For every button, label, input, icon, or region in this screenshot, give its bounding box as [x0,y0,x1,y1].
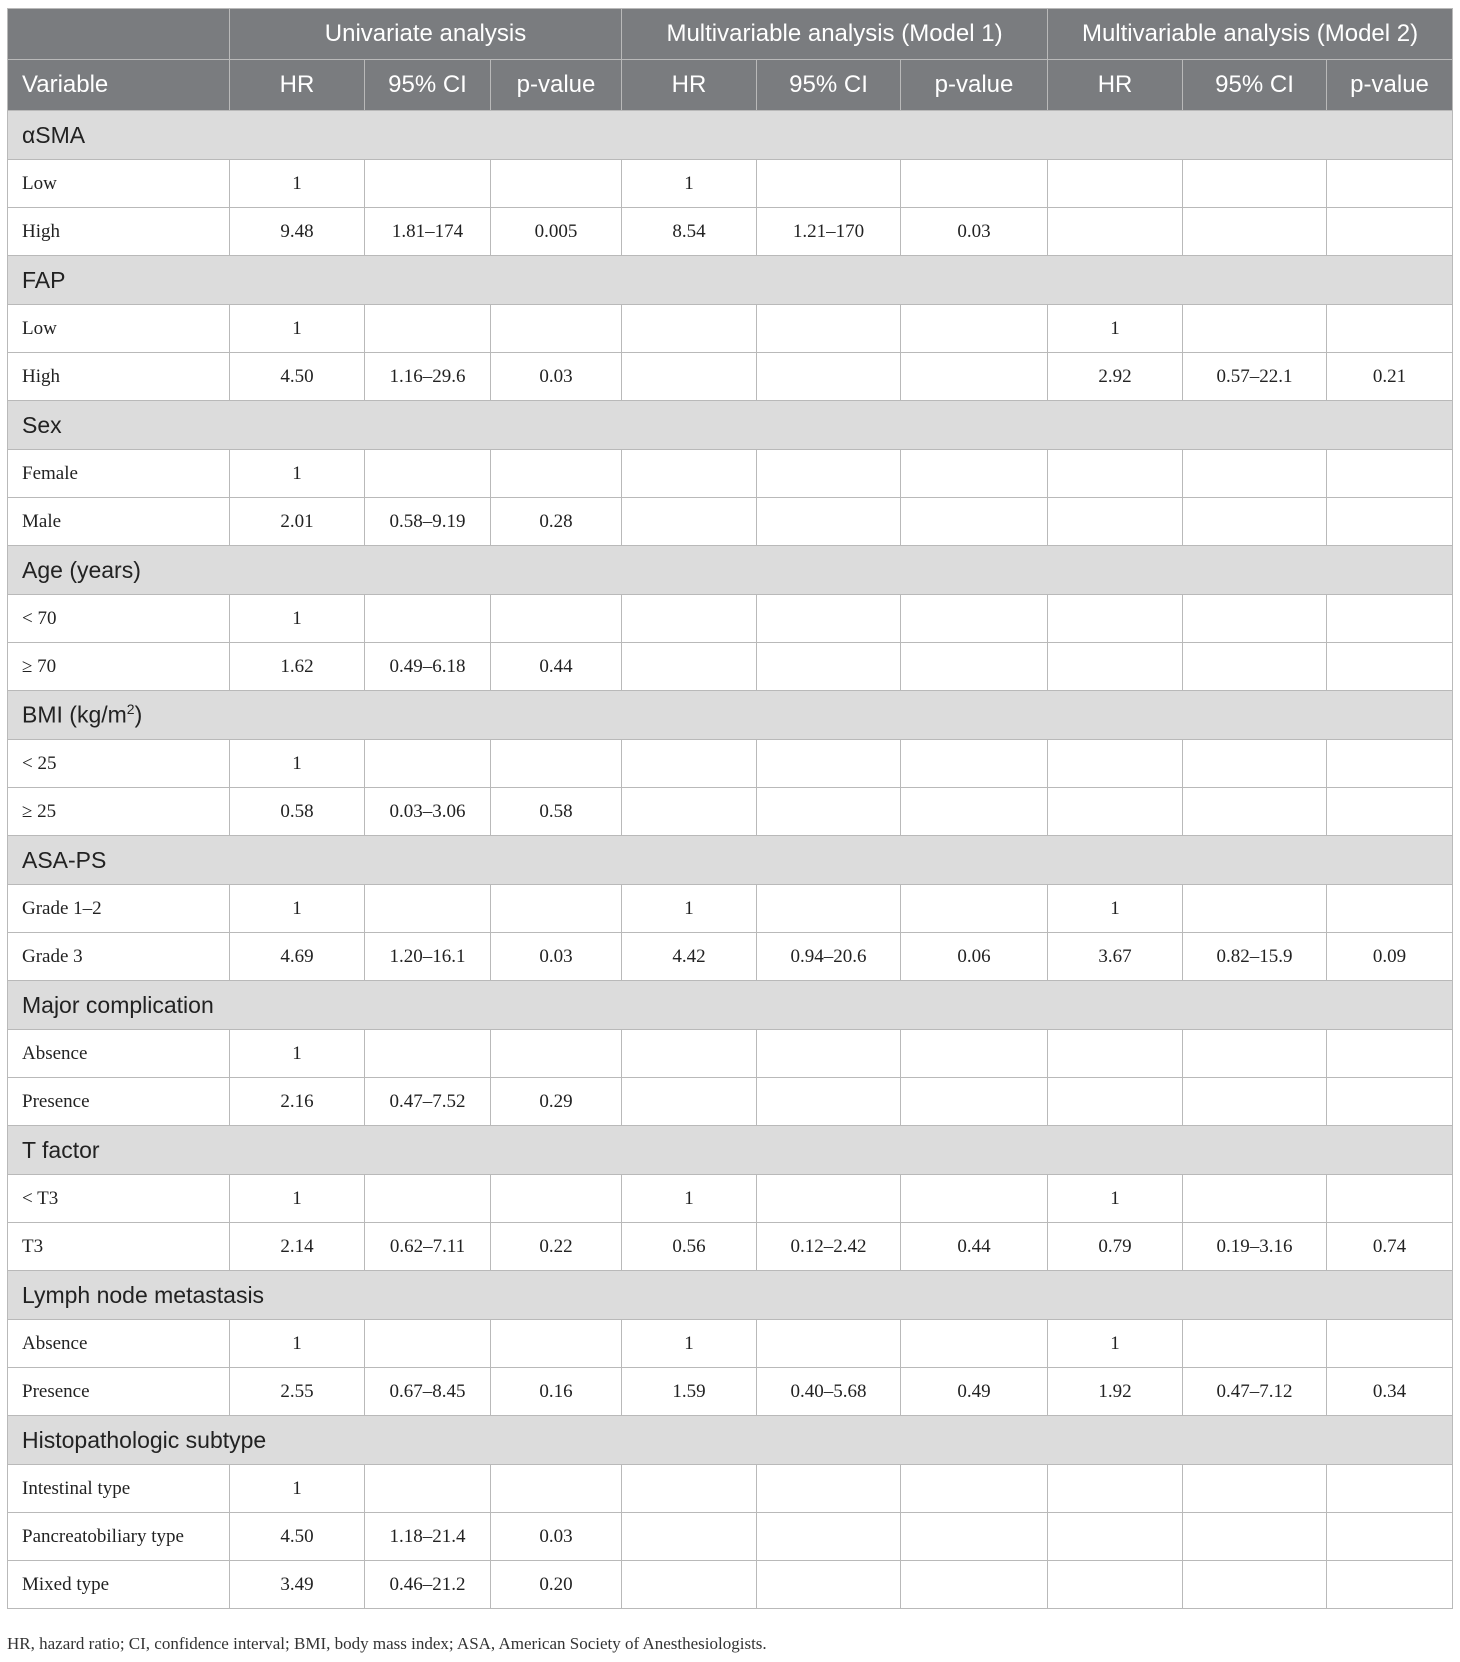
row-label: < 25 [8,740,230,788]
table-cell: 0.21 [1327,353,1453,401]
table-cell [1183,885,1327,933]
table-cell: 3.67 [1048,933,1183,981]
table-cell [757,595,901,643]
table-cell: 1.21–170 [757,208,901,256]
section-title [8,256,1453,305]
table-cell [901,1175,1048,1223]
table-cell [1327,740,1453,788]
row-label: Absence [8,1320,230,1368]
section-header-row [8,401,1453,450]
table-cell: 0.03 [491,933,622,981]
table-cell [1048,498,1183,546]
table-cell [1048,450,1183,498]
table-cell [365,1030,491,1078]
table-cell [1183,208,1327,256]
table-row [8,1368,1453,1416]
table-cell [1183,1030,1327,1078]
column-header-ci: 95% CI [1183,60,1327,111]
table-cell [622,450,757,498]
section-header-row [8,981,1453,1030]
row-label: Presence [8,1078,230,1126]
group-univariate: Univariate analysis [230,9,622,60]
table-cell: 1.18–21.4 [365,1513,491,1561]
table-cell: 1 [1048,1320,1183,1368]
table-cell [757,498,901,546]
table-cell [1183,1175,1327,1223]
table-cell: 0.40–5.68 [757,1368,901,1416]
row-label: ≥ 70 [8,643,230,691]
row-label: < 70 [8,595,230,643]
table-cell [757,450,901,498]
table-row [8,498,1453,546]
table-row [8,305,1453,353]
table-cell: 0.16 [491,1368,622,1416]
row-label: ≥ 25 [8,788,230,836]
table-cell [1048,595,1183,643]
table-cell [1048,208,1183,256]
table-cell [757,1078,901,1126]
row-label: < T3 [8,1175,230,1223]
table-cell [901,885,1048,933]
column-header-hr: HR [1048,60,1183,111]
table-cell [1327,1030,1453,1078]
table-cell: 1 [1048,305,1183,353]
section-title [8,836,1453,885]
header-group-row [8,9,1453,60]
table-cell: 1 [1048,885,1183,933]
table-cell [901,160,1048,208]
table-cell [757,740,901,788]
table-cell [622,788,757,836]
table-cell [365,1320,491,1368]
table-cell [365,450,491,498]
table-cell [1183,305,1327,353]
table-row [8,933,1453,981]
row-label: Male [8,498,230,546]
table-cell [1048,740,1183,788]
table-cell [757,643,901,691]
table-cell [1327,1465,1453,1513]
table-cell [1327,595,1453,643]
table-cell [757,1030,901,1078]
table-cell: 0.29 [491,1078,622,1126]
table-cell [491,450,622,498]
table-cell [1183,1513,1327,1561]
table-cell: 0.005 [491,208,622,256]
table-cell: 0.03 [491,1513,622,1561]
table-cell: 1 [230,1030,365,1078]
table-cell [1327,160,1453,208]
row-label: Presence [8,1368,230,1416]
table-cell [757,305,901,353]
table-cell: 0.09 [1327,933,1453,981]
table-cell: 1 [622,160,757,208]
section-title [8,691,1453,740]
table-cell: 0.20 [491,1561,622,1609]
table-cell [1327,1513,1453,1561]
table-cell: 0.47–7.52 [365,1078,491,1126]
table-cell [1327,788,1453,836]
row-label: High [8,208,230,256]
table-cell [622,1561,757,1609]
section-title-text: FAP [22,266,66,293]
header-empty-cell [8,9,230,60]
table-cell: 2.01 [230,498,365,546]
section-title-text: Lymph node metastasis [22,1281,265,1308]
row-label: Absence [8,1030,230,1078]
section-title-text: BMI (kg/m [22,701,127,728]
section-title-text: Sex [22,411,62,438]
table-cell [1327,450,1453,498]
table-cell [1327,208,1453,256]
section-header-row [8,1271,1453,1320]
table-cell: 0.03–3.06 [365,788,491,836]
table-cell: 0.49 [901,1368,1048,1416]
table-cell: 1 [230,740,365,788]
table-cell [1183,498,1327,546]
table-cell [365,1465,491,1513]
column-header-hr: HR [230,60,365,111]
table-cell: 0.79 [1048,1223,1183,1271]
table-row [8,643,1453,691]
table-row [8,1561,1453,1609]
table-cell: 0.49–6.18 [365,643,491,691]
table-cell: 0.94–20.6 [757,933,901,981]
table-cell: 2.92 [1048,353,1183,401]
table-cell [901,450,1048,498]
table-cell [491,740,622,788]
table-cell: 0.06 [901,933,1048,981]
table-cell: 1.16–29.6 [365,353,491,401]
table-cell [901,498,1048,546]
table-row [8,160,1453,208]
table-cell [365,595,491,643]
section-header-row [8,546,1453,595]
table-cell: 2.16 [230,1078,365,1126]
section-title [8,111,1453,160]
table-cell [622,1030,757,1078]
table-cell [1183,1561,1327,1609]
table-cell: 0.46–21.2 [365,1561,491,1609]
table-row [8,208,1453,256]
section-title-text: ASA-PS [22,846,107,873]
table-cell [1327,643,1453,691]
table-cell [901,740,1048,788]
table-cell [622,643,757,691]
table-cell [901,1561,1048,1609]
row-label: Low [8,160,230,208]
table-cell: 1 [1048,1175,1183,1223]
table-cell: 0.47–7.12 [1183,1368,1327,1416]
table-cell [1183,1320,1327,1368]
table-row [8,1078,1453,1126]
table-cell [622,1513,757,1561]
table-cell [491,160,622,208]
section-title-text: T factor [22,1136,100,1163]
table-cell [901,595,1048,643]
table-cell: 0.34 [1327,1368,1453,1416]
table-cell [1183,160,1327,208]
table-cell [1327,1078,1453,1126]
table-cell [1327,1320,1453,1368]
row-label: T3 [8,1223,230,1271]
section-title-text: Histopathologic subtype [22,1426,267,1453]
table-cell [1327,498,1453,546]
table-cell [365,305,491,353]
row-label: Grade 1–2 [8,885,230,933]
table-cell [365,160,491,208]
table-cell [491,305,622,353]
table-cell [757,353,901,401]
table-cell: 4.50 [230,353,365,401]
table-row [8,1465,1453,1513]
table-cell: 2.55 [230,1368,365,1416]
table-cell: 1 [230,450,365,498]
table-row [8,353,1453,401]
section-title [8,1126,1453,1175]
table-row [8,1175,1453,1223]
table-cell: 2.14 [230,1223,365,1271]
table-cell: 4.42 [622,933,757,981]
table-cell: 9.48 [230,208,365,256]
table-cell [622,595,757,643]
header-column-row [8,60,1453,111]
section-title [8,1416,1453,1465]
section-header-row [8,256,1453,305]
table-footnote: HR, hazard ratio; CI, confidence interval; BMI, body mass index; ASA, American Society of Anesthesiologists. [7,1634,767,1653]
table-cell [1048,1513,1183,1561]
section-header-row [8,1416,1453,1465]
table-cell: 1.20–16.1 [365,933,491,981]
table-cell [1183,1465,1327,1513]
table-cell [1183,643,1327,691]
table-cell: 1.81–174 [365,208,491,256]
table-cell: 0.44 [491,643,622,691]
table-cell [901,1465,1048,1513]
group-model-2: Multivariable analysis (Model 2) [1048,9,1453,60]
table-cell: 1 [230,1175,365,1223]
table-cell [757,1320,901,1368]
table-cell [757,1175,901,1223]
table-cell [1327,1561,1453,1609]
table-cell [901,1320,1048,1368]
table-cell: 0.74 [1327,1223,1453,1271]
table-cell: 1 [230,160,365,208]
section-title [8,401,1453,450]
column-header-variable: Variable [8,60,230,111]
group-model-1: Multivariable analysis (Model 1) [622,9,1048,60]
table-row [8,1513,1453,1561]
table-cell: 0.19–3.16 [1183,1223,1327,1271]
section-title [8,1271,1453,1320]
table-cell: 0.03 [901,208,1048,256]
column-header-p-value: p-value [901,60,1048,111]
table-cell [365,1175,491,1223]
column-header-p-value: p-value [491,60,622,111]
table-cell [365,885,491,933]
row-label: Female [8,450,230,498]
column-header-ci: 95% CI [757,60,901,111]
table-cell: 0.58 [491,788,622,836]
table-cell [757,788,901,836]
table-cell [1048,643,1183,691]
table-cell: 0.44 [901,1223,1048,1271]
table-row [8,595,1453,643]
row-label: High [8,353,230,401]
table-cell [622,353,757,401]
table-cell: 1 [230,1465,365,1513]
section-header-row [8,1126,1453,1175]
table-cell [491,885,622,933]
section-title-suffix: ) [134,701,143,728]
table-cell [901,305,1048,353]
table-body [8,111,1453,1609]
table-cell [1048,1561,1183,1609]
table-cell: 1.92 [1048,1368,1183,1416]
table-cell [901,1513,1048,1561]
section-title [8,981,1453,1030]
table-cell: 1 [622,885,757,933]
column-header-hr: HR [622,60,757,111]
table-cell [1327,1175,1453,1223]
table-cell: 0.67–8.45 [365,1368,491,1416]
table-cell: 0.22 [491,1223,622,1271]
row-label: Grade 3 [8,933,230,981]
table-cell [757,1561,901,1609]
table-cell [757,885,901,933]
row-label: Intestinal type [8,1465,230,1513]
table-cell: 1 [230,1320,365,1368]
section-title-text: αSMA [22,121,86,148]
table-cell: 4.69 [230,933,365,981]
table-cell [1327,885,1453,933]
table-cell: 0.58 [230,788,365,836]
table-cell [901,788,1048,836]
table-cell: 0.57–22.1 [1183,353,1327,401]
table-cell [1048,160,1183,208]
row-label: Low [8,305,230,353]
table-row [8,1320,1453,1368]
section-title-text: Major complication [22,991,214,1018]
table-cell: 0.58–9.19 [365,498,491,546]
table-cell [901,1030,1048,1078]
table-cell [1048,788,1183,836]
table-cell: 8.54 [622,208,757,256]
table-cell [491,595,622,643]
table-cell [622,740,757,788]
section-title [8,546,1453,595]
table-cell [757,1513,901,1561]
table-row [8,740,1453,788]
table-cell: 1 [230,885,365,933]
table-cell [1183,740,1327,788]
section-title-superscript: 2 [126,701,135,718]
section-header-row [8,691,1453,740]
table-cell: 1 [230,305,365,353]
table-cell: 1 [622,1175,757,1223]
table-cell [1048,1465,1183,1513]
table-cell [1183,450,1327,498]
table-row [8,450,1453,498]
table-cell [757,1465,901,1513]
row-label: Mixed type [8,1561,230,1609]
table-cell: 0.28 [491,498,622,546]
row-label: Pancreatobiliary type [8,1513,230,1561]
section-title-text: Age (years) [22,556,141,583]
table-cell [757,160,901,208]
table-cell [1183,1078,1327,1126]
column-header-p-value: p-value [1327,60,1453,111]
table-cell [622,498,757,546]
table-cell: 1.59 [622,1368,757,1416]
table-cell: 4.50 [230,1513,365,1561]
table-cell: 0.82–15.9 [1183,933,1327,981]
table-cell: 0.03 [491,353,622,401]
table-cell [1327,305,1453,353]
table-cell: 1 [622,1320,757,1368]
table-cell [622,305,757,353]
table-cell [491,1030,622,1078]
table-cell: 3.49 [230,1561,365,1609]
table-cell: 1 [230,595,365,643]
column-header-ci: 95% CI [365,60,491,111]
table-cell [1048,1078,1183,1126]
table-cell: 1.62 [230,643,365,691]
table-row [8,788,1453,836]
table-cell [1183,788,1327,836]
results-table [7,8,1453,1609]
section-header-row [8,836,1453,885]
table-cell [1183,595,1327,643]
table-row [8,1223,1453,1271]
section-header-row [8,111,1453,160]
table-cell [491,1320,622,1368]
table-cell [901,643,1048,691]
table-cell [491,1465,622,1513]
table-row [8,1030,1453,1078]
table-cell: 0.12–2.42 [757,1223,901,1271]
table-cell [901,353,1048,401]
table-header [8,9,1453,111]
table-cell [901,1078,1048,1126]
table-cell: 0.62–7.11 [365,1223,491,1271]
table-cell [1048,1030,1183,1078]
table-cell [491,1175,622,1223]
table-cell [622,1078,757,1126]
table-row [8,885,1453,933]
table-cell [365,740,491,788]
table-cell: 0.56 [622,1223,757,1271]
table-cell [622,1465,757,1513]
